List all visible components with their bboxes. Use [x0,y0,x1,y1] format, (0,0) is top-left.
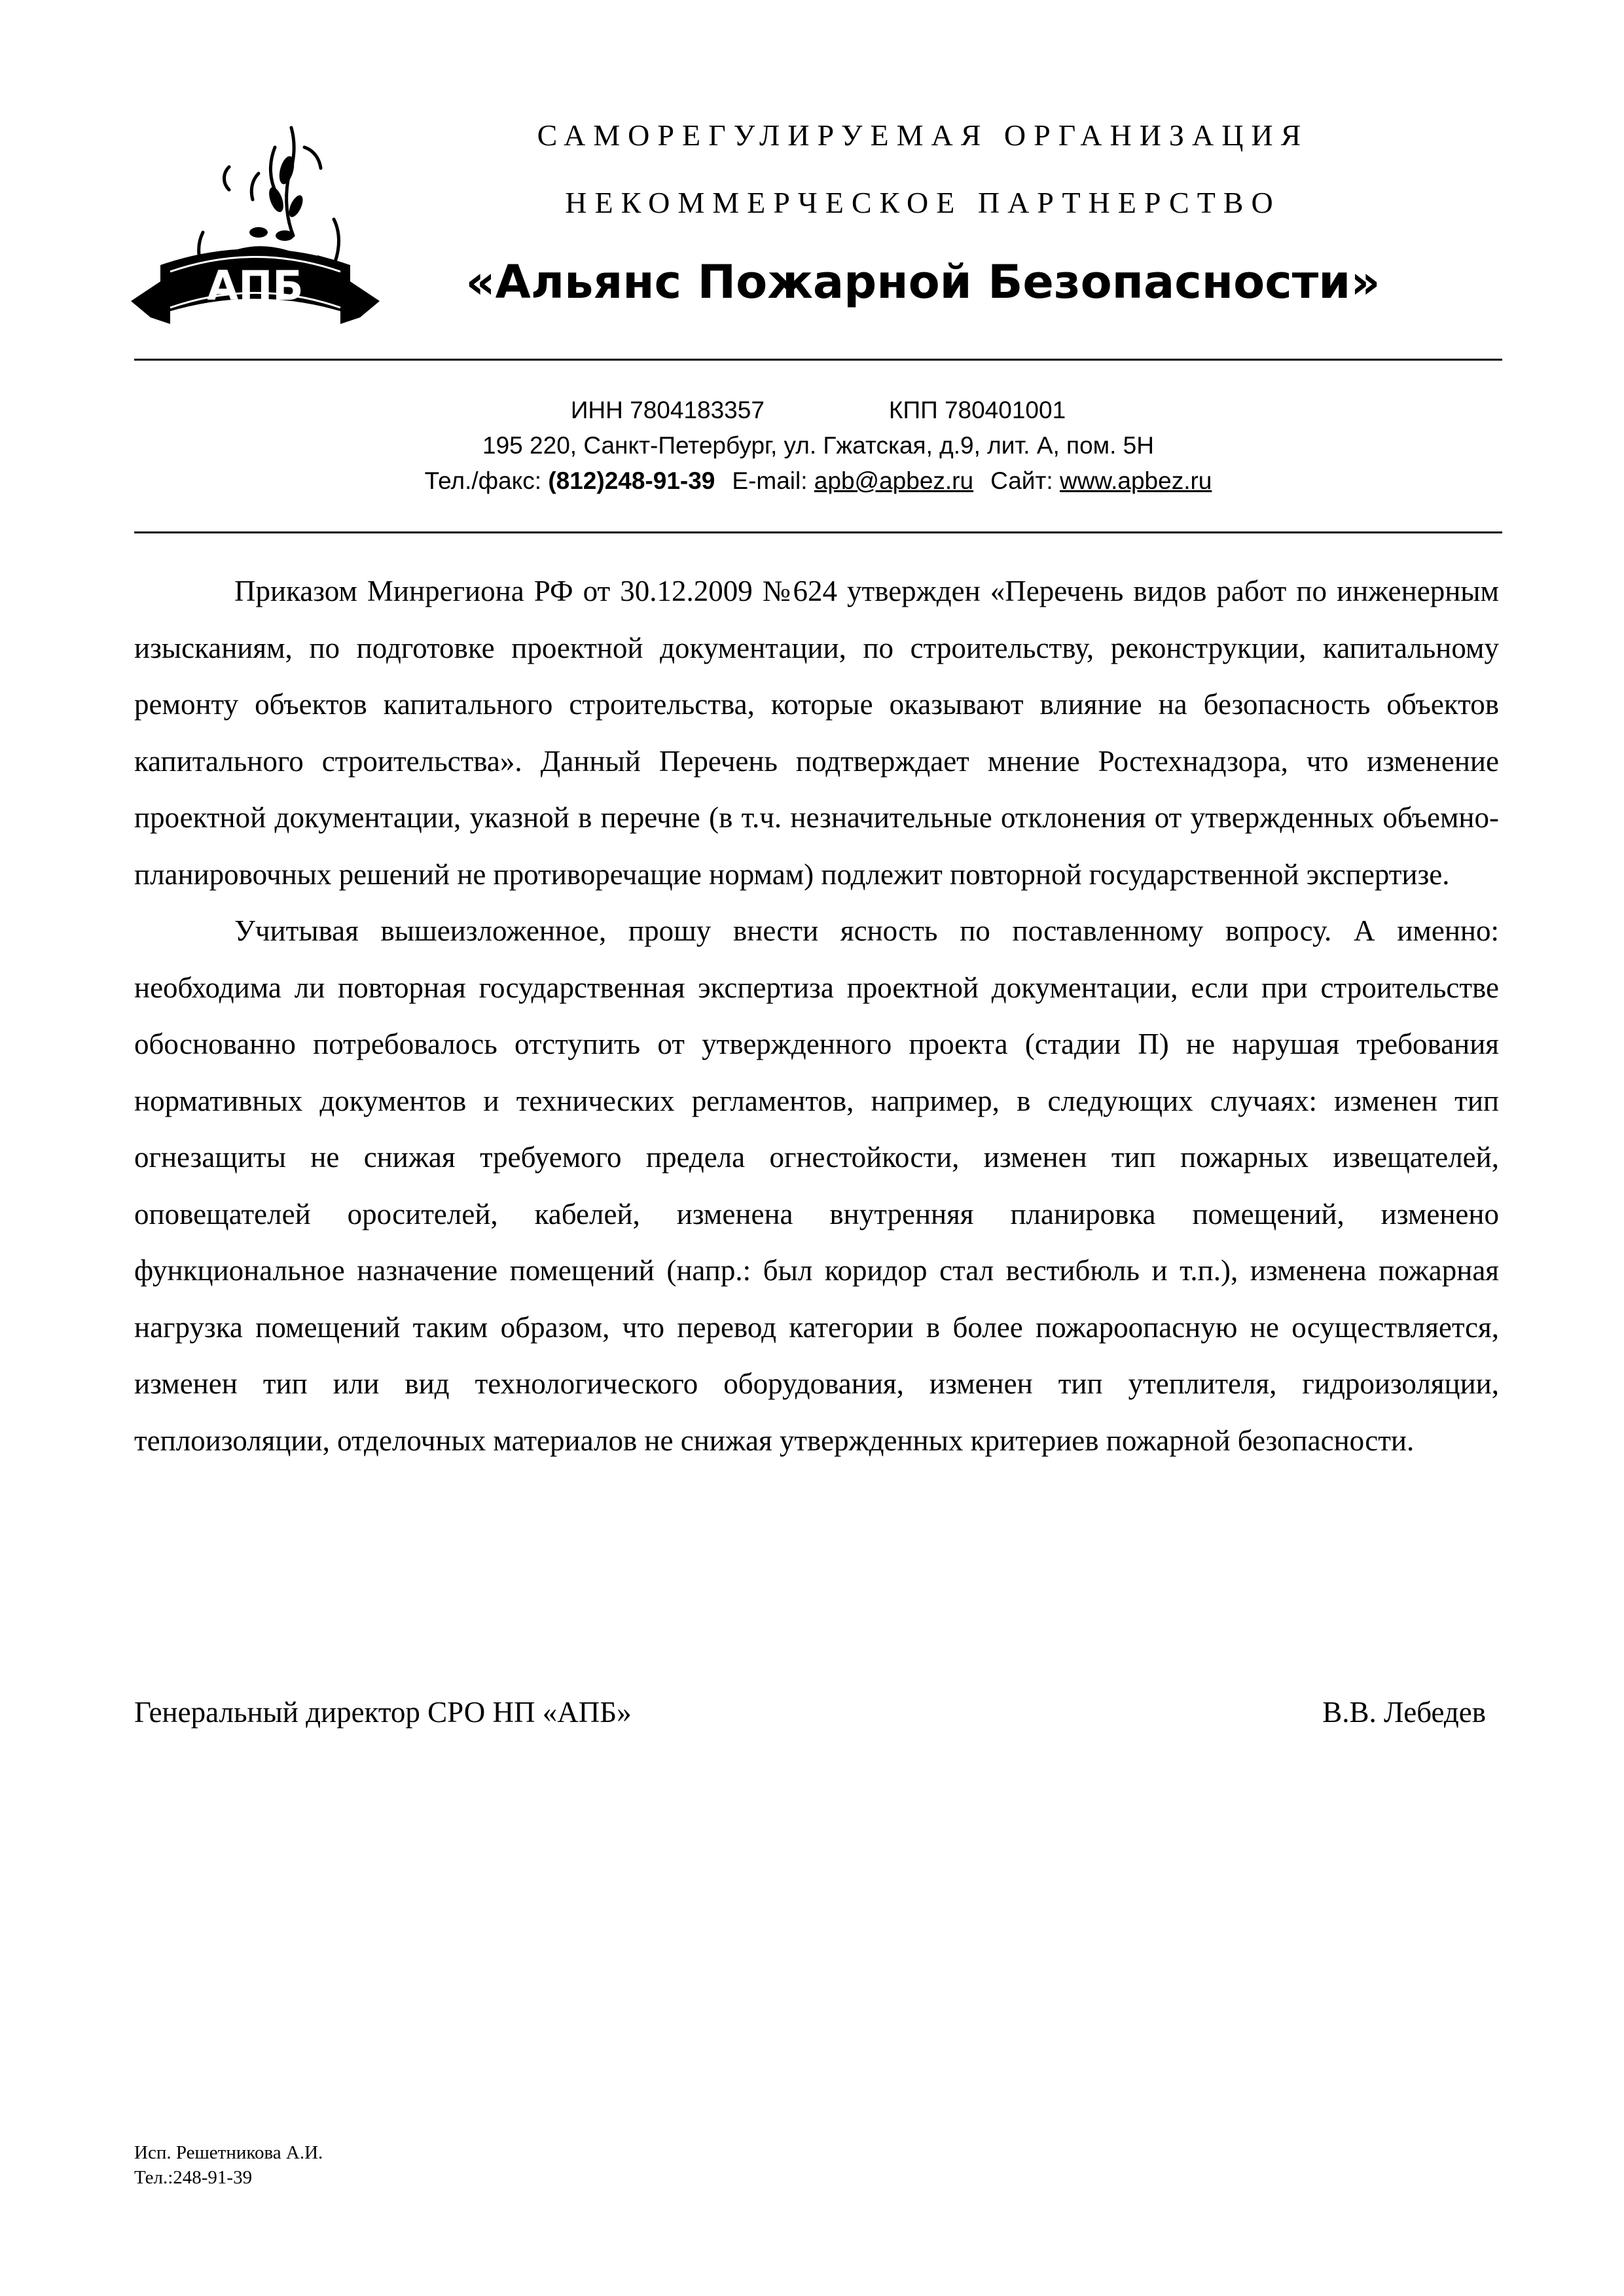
phone-number: (812)248-91-39 [548,467,715,494]
body-paragraph: Приказом Минрегиона РФ от 30.12.2009 №624 утвержден «Перечень видов работ по инженерным изысканиям, по подготовке проектной документации, по строительству, реконструкции, капитальному ремонту объектов капитального строительства, которые оказывают влияние на безопасность объектов капитального строительства». Данный Перечень подтверждает мнение Ростехнадзора, что изменение проектной документации, указной в перечне (в т.ч. незначительные отклонения от утвержденных объемно-планировочных решений не противоречащие нормам) подлежит повторной государственной экспертизе. [134,575,1499,891]
org-type-line: САМОРЕГУЛИРУЕМАЯ ОРГАНИЗАЦИЯ [537,118,1309,152]
address: 195 220, Санкт-Петербург, ул. Гжатская, д.9, лит. А, пом. 5Н [482,432,1154,459]
tax-ids-row [134,393,1502,428]
org-form-line: НЕКОММЕРЧЕСКОЕ ПАРТНЕРСТВО [565,186,1281,219]
signatory-name: В.В. Лебедев [1322,1696,1486,1729]
requisites-block [134,393,1502,499]
site-label: Сайт: [990,467,1053,494]
organization-name: «Альянс Пожарной Безопасности» [465,255,1380,309]
apb-logo [124,108,386,337]
phone-label: Тел./факс: [424,467,542,494]
header-divider-bottom [134,531,1502,533]
letter-body [134,563,1499,1469]
contacts-row [134,463,1502,499]
executor-block [134,2140,323,2190]
email-label: E-mail: [732,467,808,494]
website-link[interactable]: www.apbez.ru [1059,467,1212,494]
signatory-title: Генеральный директор СРО НП «АПБ» [134,1696,632,1729]
executor-phone: Тел.:248-91-39 [134,2167,253,2188]
header-divider-top [134,359,1502,361]
executor-name: Исп. Решетникова А.И. [134,2142,323,2163]
logo-text: АПБ [207,262,304,310]
email-link[interactable]: apb@apbez.ru [814,467,974,494]
kpp: КПП 780401001 [888,397,1066,423]
body-paragraph: Учитывая вышеизложенное, прошу внести ясность по поставленному вопросу. А именно: необходима ли повторная государственная экспертиза проектной документации, если при строительстве обоснованно потребовалось отступить от утвержденного проекта (стадии П) не нарушая требования нормативных документов и технических регламентов, например, в следующих случаях: изменен тип огнезащиты не снижая требуемого предела огнестойкости, изменен тип пожарных извещателей, оповещателей оросителей, кабелей, изменена внутренняя планировка помещений, изменено функциональное назначение помещений (напр.: был коридор стал вестибюль и т.п.), изменена пожарная нагрузка помещений таким образом, что перевод категории в более пожароопасную не осуществляется, изменен тип или вид технологического оборудования, изменен тип утеплителя, гидроизоляции, теплоизоляции, отделочных материалов не снижая утвержденных критериев пожарной безопасности. [134,914,1499,1457]
inn: ИНН 7804183357 [570,397,765,423]
